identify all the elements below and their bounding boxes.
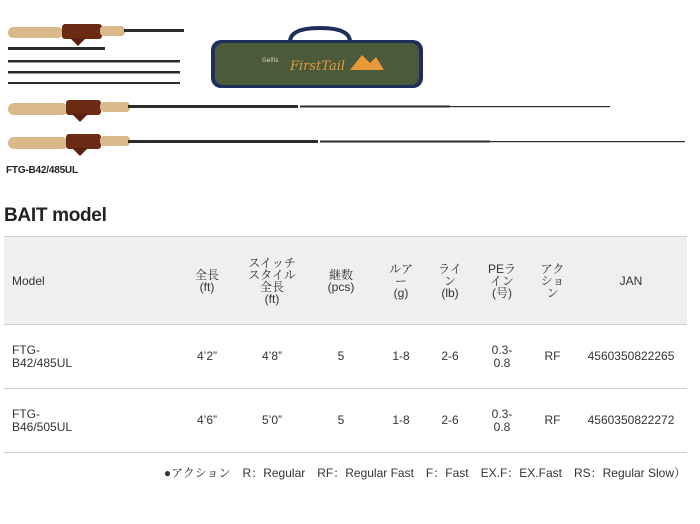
- cell-action: RF: [530, 389, 575, 453]
- cell-switch-length: 5’0”: [238, 389, 306, 453]
- header-action: アク ショ ン: [530, 237, 575, 325]
- rod-set-illustration: [0, 0, 700, 180]
- cell-pieces: 5: [306, 325, 376, 389]
- cell-action: RF: [530, 325, 575, 389]
- cell-lure: 1-8: [376, 389, 426, 453]
- header-length: 全長 (ft): [176, 237, 238, 325]
- cell-length: 4’6”: [176, 389, 238, 453]
- rod-handle-section: [8, 24, 184, 46]
- action-legend: ●アクション R：Regular RF：Regular Fast F：Fast EX.F：EX.Fast RS：Regular Slow）: [163, 466, 686, 480]
- cell-line: 2-6: [426, 389, 474, 453]
- rod-case: [211, 28, 423, 88]
- header-switch-length: スイッチ スタイル 全長 (ft): [238, 237, 306, 325]
- cell-model: FTG- B42/485UL: [4, 325, 176, 389]
- cell-lure: 1-8: [376, 325, 426, 389]
- header-pe-line: PEラ イン (号): [474, 237, 530, 325]
- table-row: [4, 389, 687, 453]
- cell-pieces: 5: [306, 389, 376, 453]
- product-caption: FTG-B42/485UL: [6, 165, 78, 176]
- product-image: [0, 0, 700, 180]
- assembled-rod-1: [8, 100, 610, 122]
- section-title: BAIT model: [4, 205, 107, 226]
- header-lure: ルア ー (g): [376, 237, 426, 325]
- header-jan: JAN: [575, 237, 687, 325]
- assembled-rod-2: [8, 134, 685, 156]
- cell-length: 4’2”: [176, 325, 238, 389]
- spec-table: [4, 236, 687, 453]
- cell-pe-line: 0.3- 0.8: [474, 325, 530, 389]
- table-header-row: [4, 237, 687, 325]
- cell-line: 2-6: [426, 325, 474, 389]
- svg-text:Gellis: Gellis: [262, 57, 279, 64]
- cell-switch-length: 4’8”: [238, 325, 306, 389]
- cell-jan: 4560350822272: [575, 389, 687, 453]
- cell-jan: 4560350822265: [575, 325, 687, 389]
- table-row: [4, 325, 687, 389]
- cell-model: FTG- B46/505UL: [4, 389, 176, 453]
- header-line: ライ ン (lb): [426, 237, 474, 325]
- cell-pe-line: 0.3- 0.8: [474, 389, 530, 453]
- header-model: Model: [4, 237, 176, 325]
- header-pieces: 継数 (pcs): [306, 237, 376, 325]
- rod-pieces: [8, 47, 180, 84]
- case-logo: FirstTail: [290, 59, 346, 74]
